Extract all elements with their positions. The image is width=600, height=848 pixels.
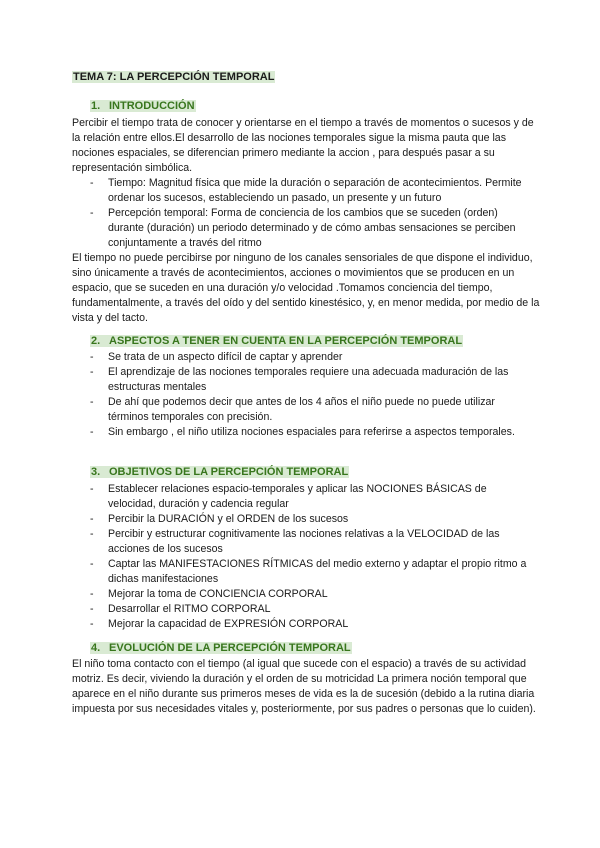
section-heading-2: 2. ASPECTOS A TENER EN CUENTA EN LA PERCEPCIÓN TEMPORAL (91, 335, 463, 347)
section-heading-4: 4. EVOLUCIÓN DE LA PERCEPCIÓN TEMPORAL (91, 642, 351, 654)
section-1-intro: Percibir el tiempo trata de conocer y orientarse en el tiempo a través de momentos o sucesos y de la relación entre ellos.El desarrollo de las nociones temporales sigue la misma pauta que las nociones espaciales, se diferencian primero mediante la accion , para después pasar a su representación simbólica. (72, 117, 534, 174)
list-item: - De ahí que podemos decir que antes de los 4 años el niño puede no puede utilizar términos temporales con precisión. (88, 395, 528, 425)
list-item: - Percepción temporal: Forma de conciencia de los cambios que se suceden (orden) durante (duración) un periodo determinado y de cómo ambas sensaciones se perciben conjuntamente a través del ritmo (88, 206, 528, 251)
list-item: - Tiempo: Magnitud física que mide la duración o separación de acontecimientos. Permite ordenar los sucesos, estableciendo un pasado, un presente y un futuro (88, 176, 528, 206)
list-item: - Mejorar la toma de CONCIENCIA CORPORAL (88, 587, 528, 602)
list-item: - El aprendizaje de las nociones temporales requiere una adecuada maduración de las estructuras mentales (88, 365, 528, 395)
section-1-outro: El tiempo no puede percibirse por ninguno de los canales sensoriales de que dispone el individuo, sino únicamente a través de acontecimientos, acciones o movimientos que se producen en un espacio, que se suceden en una duración y/o velocidad .Tomamos conciencia del tiempo, fundamentalmente, a través del oído y del sentido kinestésico, y, en menor medida, por medio de la vista y del tacto. (72, 252, 540, 324)
section-heading-1: 1. INTRODUCCIÓN (91, 100, 195, 112)
list-item: - Mejorar la capacidad de EXPRESIÓN CORPORAL (88, 617, 528, 632)
list-item: - Desarrollar el RITMO CORPORAL (88, 602, 528, 617)
list-item: - Se trata de un aspecto difícil de captar y aprender (88, 350, 528, 365)
list-item: - Establecer relaciones espacio-temporales y aplicar las NOCIONES BÁSICAS de velocidad, duración y cadencia regular (88, 482, 528, 512)
section-1-list (88, 176, 528, 251)
document-title: TEMA 7: LA PERCEPCIÓN TEMPORAL (73, 71, 275, 83)
list-item: - Sin embargo , el niño utiliza nociones espaciales para referirse a aspectos temporales. (88, 425, 528, 440)
section-2-list (88, 350, 528, 440)
section-4-intro: El niño toma contacto con el tiempo (al igual que sucede con el espacio) a través de su actividad motriz. Es decir, viviendo la duración y el orden de su motricidad La primera noción temporal que aparece en el niño durante sus primeros meses de vida es la de sucesión (debido a la rutina diaria impuesta por sus necesidades vitales y, posteriormente, por sus padres o personas que lo cuiden). (72, 658, 536, 715)
list-item: - Percibir y estructurar cognitivamente las nociones relativas a la VELOCIDAD de las acciones de los sucesos (88, 527, 528, 557)
section-heading-3: 3. OBJETIVOS DE LA PERCEPCIÓN TEMPORAL (91, 466, 349, 478)
list-item: - Captar las MANIFESTACIONES RÍTMICAS del medio externo y adaptar el propio ritmo a dichas manifestaciones (88, 557, 528, 587)
list-item: - Percibir la DURACIÓN y el ORDEN de los sucesos (88, 512, 528, 527)
section-3-list (88, 482, 528, 632)
